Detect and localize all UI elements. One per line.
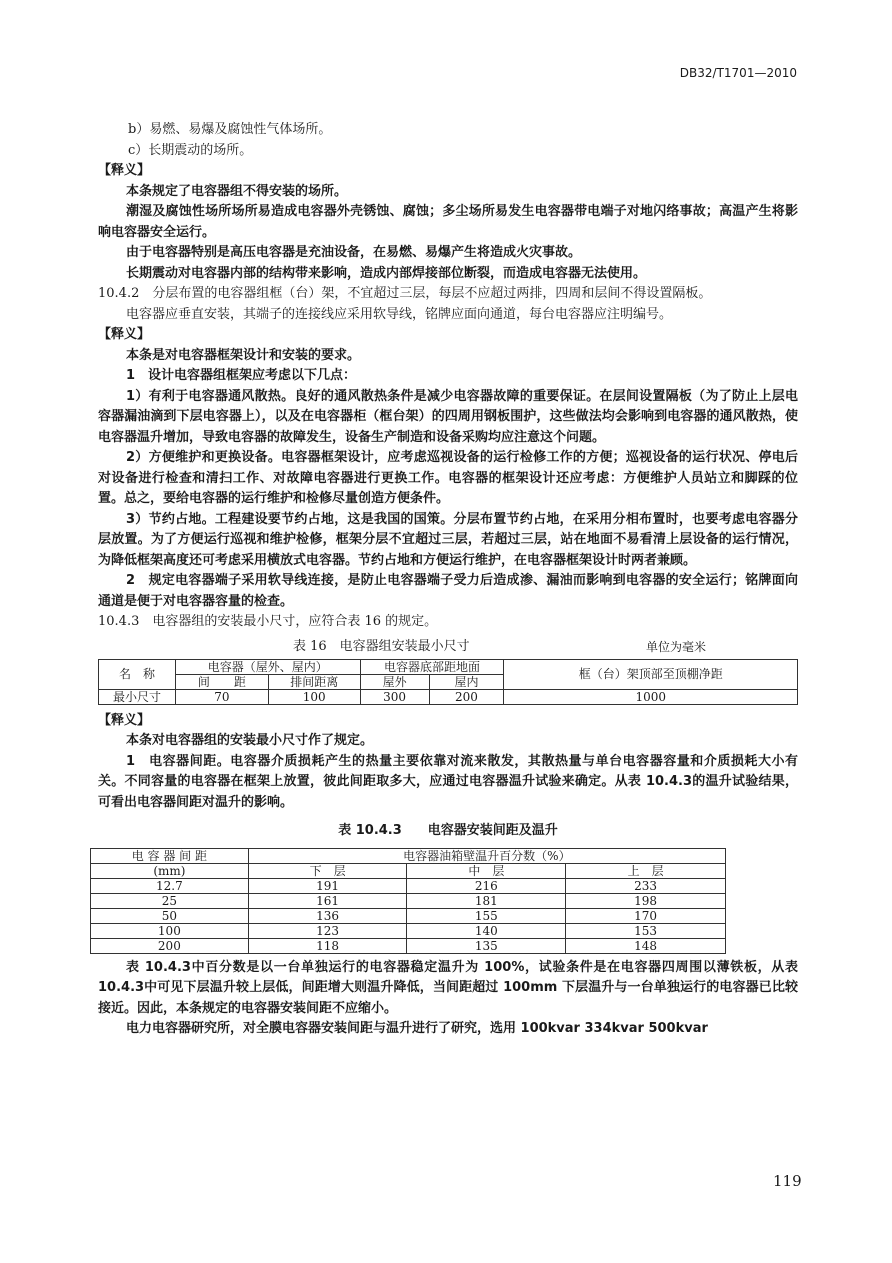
shiyi-heading: 【释义】 bbox=[98, 327, 151, 342]
table16 bbox=[98, 659, 798, 705]
paragraph: 2 规定电容器端子采用软导线连接，是防止电容器端子受力后造成渗、漏油而影响到电容器的安全运行；铭牌面向通道是便于对电容器容量的检查。 bbox=[98, 573, 798, 609]
list-item-c: c）长期震动的场所。 bbox=[128, 142, 253, 158]
clause-10-4-2: 10.4.2 分层布置的电容器组框（台）架，不宜超过三层，每层不应超过两排，四周和层间不得设置隔板。 bbox=[98, 286, 712, 301]
paragraph: 电力电容器研究所，对全膜电容器安装间距与温升进行了研究，选用 100kvar 334kvar 500kvar bbox=[126, 1021, 708, 1036]
table16-caption-row bbox=[98, 633, 798, 657]
page-number: 119 bbox=[773, 1172, 802, 1190]
paragraph: 1 电容器间距。电容器介质损耗产生的热量主要依靠对流来散发，其散热量与单台电容器容量和介质损耗大小有关。不同容量的电容器在框架上放置，彼此间距取多大，应通过电容器温升试验来确定。从表 10.4.3的温升试验结果，可看出电容器间距对温升的影响。 bbox=[98, 753, 798, 810]
table-row bbox=[99, 689, 798, 704]
table-cell: 140 bbox=[407, 923, 566, 938]
table-cell: 100 bbox=[268, 689, 360, 704]
table-header: 下 层 bbox=[248, 863, 407, 878]
table-cell: 12.7 bbox=[91, 878, 249, 893]
table-cell: 300 bbox=[360, 689, 429, 704]
table-cell: 1000 bbox=[504, 689, 798, 704]
table-header: 电 容 器 间 距 bbox=[91, 848, 249, 863]
table-cell: 181 bbox=[407, 893, 566, 908]
paragraph: 本条规定了电容器组不得安装的场所。 bbox=[126, 183, 348, 199]
table-cell: 70 bbox=[175, 689, 268, 704]
shiyi-heading: 【释义】 bbox=[98, 163, 151, 178]
table-header: 间 距 bbox=[175, 674, 268, 689]
table-cell: 200 bbox=[429, 689, 504, 704]
table-cell: 148 bbox=[566, 938, 726, 953]
table-row bbox=[91, 893, 726, 908]
paragraph: 表 10.4.3中百分数是以一台单独运行的电容器稳定温升为 100%，试验条件是在电容器四周围以薄铁板，从表 10.4.3中可见下层温升较上层低，间距增大则温升降低，当间距超过 100mm 下层温升与一台单独运行的电容器已比较接近。因此，本条规定的电容器安装间距不应缩小。 bbox=[98, 959, 798, 1016]
table-header: 名 称 bbox=[99, 659, 176, 689]
table-cell: 191 bbox=[248, 878, 407, 893]
table-header: 中 层 bbox=[407, 863, 566, 878]
table-row bbox=[91, 908, 726, 923]
paragraph: 3）节约占地。工程建设要节约占地，这是我国的国策。分层布置节约占地，在采用分相布置时，也要考虑电容器分层放置。为了方便运行巡视和维护检修，框架分层不宜超过三层，若超过三层，站在地面不易看清上层设备的运行情况，为降低框架高度还可考虑采用横放式电容器。节约占地和方便运行维护，在电容器框架设计时两者兼顾。 bbox=[98, 511, 798, 568]
table-row bbox=[91, 923, 726, 938]
table-header: 电容器油箱壁温升百分数（%） bbox=[248, 848, 725, 863]
table-cell: 136 bbox=[248, 908, 407, 923]
document-body bbox=[98, 120, 798, 1040]
paragraph: 本条是对电容器框架设计和安装的要求。 bbox=[126, 347, 361, 363]
shiyi-heading: 【释义】 bbox=[98, 712, 151, 728]
paragraph: 1）有利于电容器通风散热。良好的通风散热条件是减少电容器故障的重要保证。在层间设置隔板（为了防止上层电容器漏油滴到下层电容器上），以及在电容器柜（框台架）的四周用钢板围护，这些做法均会影响到电容器的通风散热，使电容器温升增加，导致电容器的故障发生，设备生产制造和设备采购均应注意这个问题。 bbox=[98, 388, 798, 445]
table16-caption: 表 16 电容器组安装最小尺寸 bbox=[293, 638, 470, 654]
table-cell: 216 bbox=[407, 878, 566, 893]
table-row bbox=[91, 938, 726, 953]
table-header: 上 层 bbox=[566, 863, 726, 878]
table-cell: 198 bbox=[566, 893, 726, 908]
table-cell: 50 bbox=[91, 908, 249, 923]
paragraph: 由于电容器特别是高压电容器是充油设备，在易燃、易爆产生将造成火灾事故。 bbox=[126, 245, 582, 260]
paragraph: 长期震动对电容器内部的结构带来影响，造成内部焊接部位断裂，而造成电容器无法使用。 bbox=[126, 265, 647, 281]
table-cell: 233 bbox=[566, 878, 726, 893]
table-cell: 155 bbox=[407, 908, 566, 923]
table-cell: 100 bbox=[91, 923, 249, 938]
table-cell: 118 bbox=[248, 938, 407, 953]
table-cell: 123 bbox=[248, 923, 407, 938]
table-cell: 161 bbox=[248, 893, 407, 908]
table-cell: 200 bbox=[91, 938, 249, 953]
table-header: 屋内 bbox=[429, 674, 504, 689]
table-header: 排间距离 bbox=[268, 674, 360, 689]
list-item-b: b）易燃、易爆及腐蚀性气体场所。 bbox=[128, 122, 332, 137]
paragraph: 1 设计电容器组框架应考虑以下几点： bbox=[126, 368, 357, 383]
table-header: 电容器（屋外、屋内） bbox=[175, 659, 360, 674]
paragraph: 2）方便维护和更换设备。电容器框架设计，应考虑巡视设备的运行检修工作的方便；巡视设备的运行状况、停电后对设备进行检查和清扫工作、对故障电容器进行更换工作。电容器的框架设计还应考虑：方便维护人员站立和脚踩的位置。总之，要给电容器的运行维护和检修尽量创造方便条件。 bbox=[98, 450, 798, 506]
table-cell: 153 bbox=[566, 923, 726, 938]
table-cell: 最小尺寸 bbox=[99, 689, 176, 704]
paragraph: 本条对电容器组的安装最小尺寸作了规定。 bbox=[126, 733, 374, 748]
table-cell: 135 bbox=[407, 938, 566, 953]
header-code: DB32/T1701—2010 bbox=[679, 66, 797, 80]
table-cell: 25 bbox=[91, 893, 249, 908]
table16-unit: 单位为毫米 bbox=[646, 639, 707, 654]
table-header: 电容器底部距地面 bbox=[360, 659, 504, 674]
clause-10-4-3: 10.4.3 电容器组的安装最小尺寸，应符合表 16 的规定。 bbox=[98, 614, 438, 629]
table-header: 屋外 bbox=[360, 674, 429, 689]
table-row bbox=[91, 878, 726, 893]
paragraph: 潮湿及腐蚀性场所场所易造成电容器外壳锈蚀、腐蚀；多尘场所易发生电容器带电端子对地闪络事故；高温产生将影响电容器安全运行。 bbox=[98, 204, 798, 240]
table-cell: 170 bbox=[566, 908, 726, 923]
table-header: (mm) bbox=[91, 863, 249, 878]
paragraph: 电容器应垂直安装，其端子的连接线应采用软导线，铭牌应面向通道，每台电容器应注明编号。 bbox=[126, 306, 673, 322]
table-header: 框（台）架顶部至顶棚净距 bbox=[504, 659, 798, 689]
table1043-caption: 表 10.4.3 电容器安装间距及温升 bbox=[338, 823, 558, 838]
table-10-4-3 bbox=[90, 848, 726, 954]
